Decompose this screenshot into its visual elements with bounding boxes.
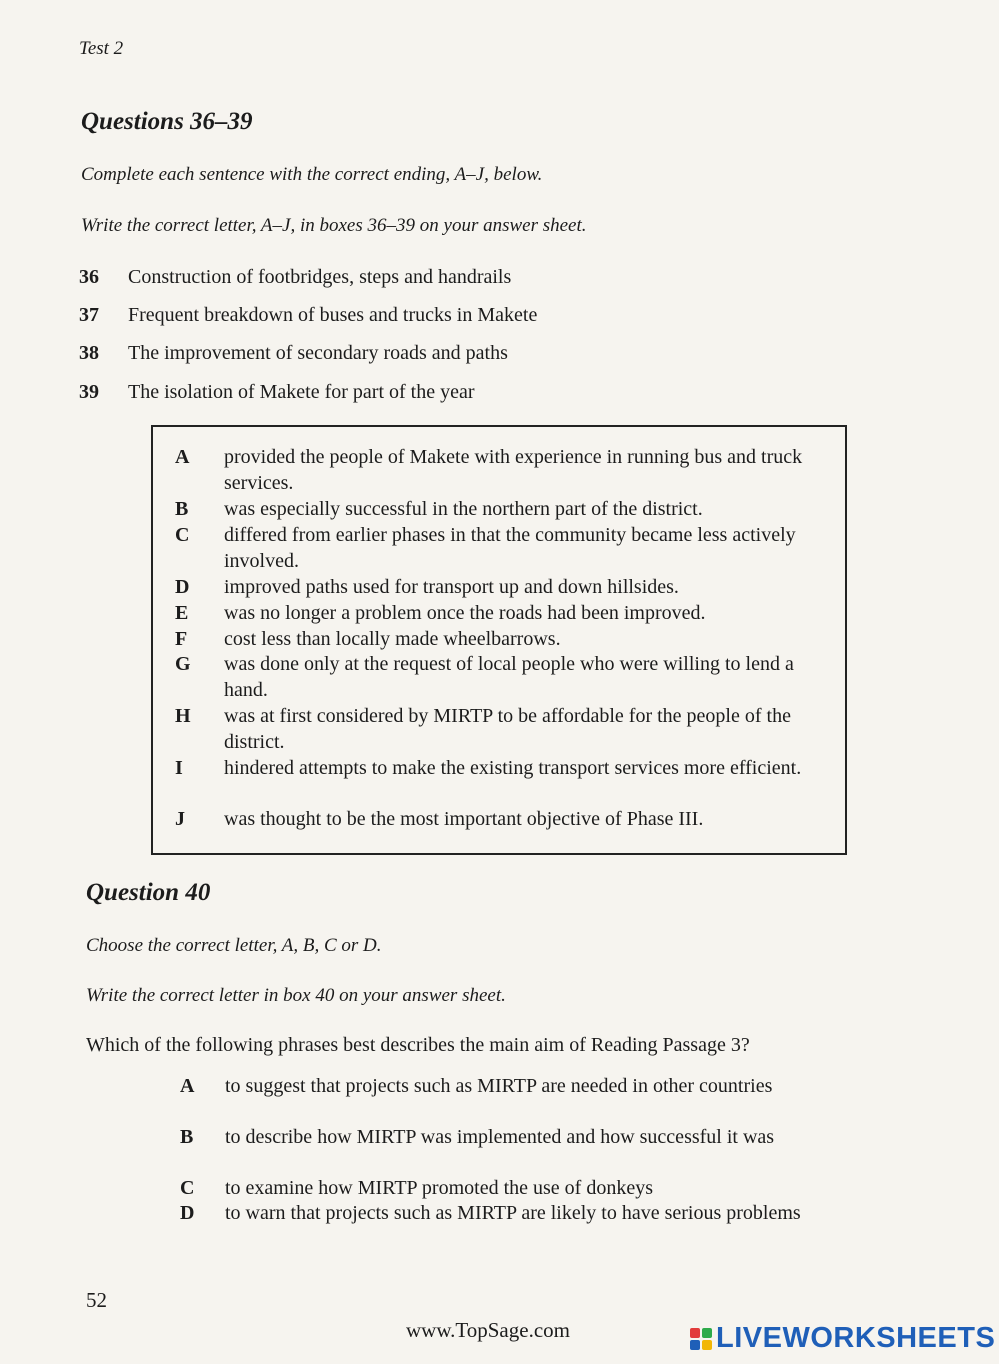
section-title-36-39: Questions 36–39 [81, 108, 253, 135]
question-text: Frequent breakdown of buses and trucks in Makete [128, 304, 538, 326]
ending-text: was no longer a problem once the roads had been improved. [224, 602, 706, 624]
question-number: 39 [79, 381, 99, 403]
ending-text: improved paths used for transport up and down hillsides. [224, 576, 679, 598]
ending-c [175, 522, 834, 574]
ending-text: was done only at the request of local people who were willing to lend a hand. [224, 653, 794, 701]
ending-text: provided the people of Makete with experience in running bus and truck services. [224, 446, 803, 494]
section-title-40: Question 40 [86, 879, 211, 906]
option-c[interactable] [180, 1175, 815, 1201]
instruction-write-letter: Write the correct letter, A–J, in boxes 36–39 on your answer sheet. [81, 215, 587, 236]
question-number: 36 [79, 266, 99, 288]
ending-text: was thought to be the most important objective of Phase III. [224, 808, 704, 830]
footer-url: www.TopSage.com [406, 1318, 570, 1342]
ending-letter: A [175, 446, 190, 468]
option-text: to suggest that projects such as MIRTP are needed in other countries [225, 1075, 773, 1097]
ending-letter: B [175, 498, 189, 520]
option-letter: A [180, 1075, 195, 1097]
ending-letter: G [175, 653, 191, 675]
ending-letter: F [175, 628, 188, 650]
ending-a [175, 444, 834, 496]
question-number: 38 [79, 342, 99, 364]
brand-text: LIVEWORKSHEETS [716, 1322, 996, 1354]
ending-letter: E [175, 602, 189, 624]
instruction-choose: Choose the correct letter, A, B, C or D. [86, 935, 382, 956]
option-a[interactable] [180, 1073, 815, 1099]
question-text: The isolation of Makete for part of the year [128, 381, 475, 403]
ending-b [175, 496, 834, 522]
ending-text: differed from earlier phases in that the community became less actively involved. [224, 524, 796, 572]
ending-text: cost less than locally made wheelbarrows. [224, 628, 561, 650]
ending-letter: J [175, 808, 185, 830]
question-40-stem: Which of the following phrases best describes the main aim of Reading Passage 3? [86, 1034, 750, 1056]
question-number: 37 [79, 304, 99, 326]
question-text: Construction of footbridges, steps and handrails [128, 266, 512, 288]
option-b[interactable] [180, 1124, 815, 1150]
question-39 [79, 381, 475, 404]
ending-letter: C [175, 524, 190, 546]
ending-text: was at first considered by MIRTP to be affordable for the people of the district. [224, 705, 791, 753]
question-38 [79, 342, 508, 365]
instruction-complete: Complete each sentence with the correct ending, A–J, below. [81, 164, 543, 185]
page-number: 52 [86, 1288, 107, 1312]
option-letter: B [180, 1126, 194, 1148]
ending-text: hindered attempts to make the existing transport services more efficient. [224, 757, 802, 779]
ending-e [175, 600, 834, 626]
instruction-write-box: Write the correct letter in box 40 on your answer sheet. [86, 985, 506, 1006]
option-text: to warn that projects such as MIRTP are likely to have serious problems [225, 1202, 801, 1224]
liveworksheets-grid-icon [690, 1328, 712, 1350]
ending-letter: I [175, 757, 183, 779]
ending-letter: H [175, 705, 191, 727]
question-36 [79, 266, 511, 289]
icon-square-red [690, 1328, 700, 1338]
liveworksheets-logo [690, 1322, 995, 1355]
ending-text: was especially successful in the northern part of the district. [224, 498, 703, 520]
ending-h [175, 703, 834, 755]
ending-f [175, 626, 834, 652]
option-text: to describe how MIRTP was implemented and how successful it was [225, 1126, 775, 1148]
question-text: The improvement of secondary roads and paths [128, 342, 508, 364]
icon-square-blue [690, 1340, 700, 1350]
ending-j [175, 806, 834, 832]
option-letter: D [180, 1202, 195, 1224]
question-37 [79, 304, 537, 327]
ending-g [175, 651, 834, 703]
option-d[interactable] [180, 1200, 815, 1226]
option-text: to examine how MIRTP promoted the use of donkeys [225, 1177, 653, 1199]
page-header: Test 2 [79, 38, 124, 59]
ending-d [175, 574, 834, 600]
ending-i [175, 755, 834, 781]
option-letter: C [180, 1177, 195, 1199]
ending-letter: D [175, 576, 190, 598]
icon-square-green [702, 1328, 712, 1338]
icon-square-yellow [702, 1340, 712, 1350]
